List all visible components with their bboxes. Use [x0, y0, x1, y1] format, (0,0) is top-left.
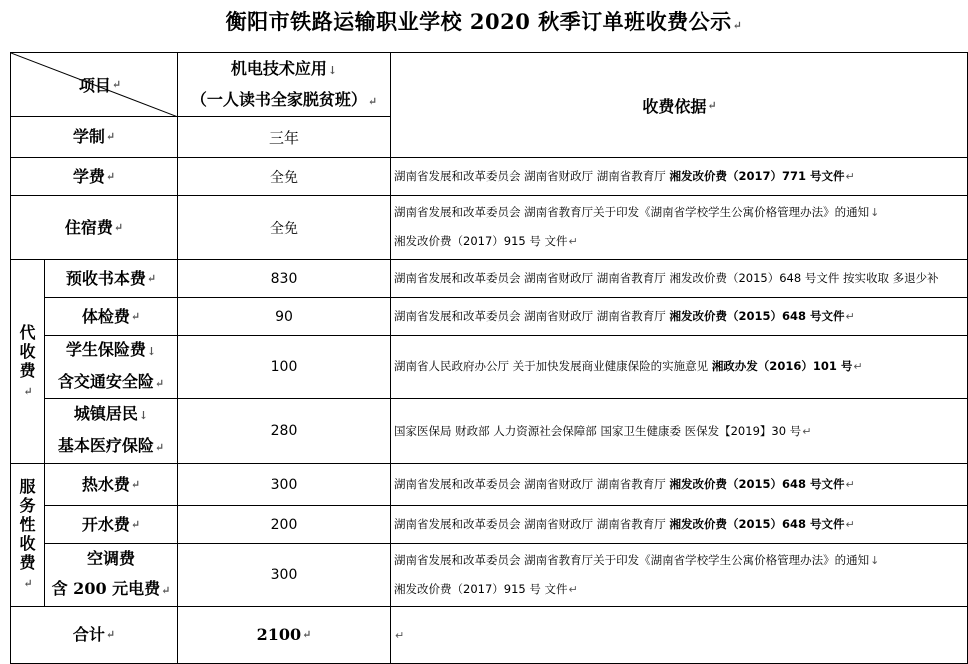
- fee-amount-student-insurance: 100: [270, 359, 298, 375]
- fee-name-medical-exam: 体检费 ↵: [81, 306, 141, 326]
- group-agency-label: 代收费↵: [19, 322, 36, 398]
- fee-name-books: 预收书本费 ↵: [65, 268, 157, 288]
- fee-amount-medical-exam: 90: [275, 308, 293, 325]
- group-service-label: 服务性收费↵: [19, 477, 36, 590]
- duration-label: 学制 ↵: [72, 127, 116, 146]
- fee-name-accommodation: 住宿费 ↵: [64, 217, 124, 237]
- fee-name-boiled-water: 开水费 ↵: [81, 514, 141, 534]
- item-header: 项目 ↵: [78, 75, 122, 95]
- fee-amount-accommodation: 全免: [270, 220, 298, 237]
- fee-amount-books: 830: [270, 270, 298, 287]
- fee-name-hot-water: 热水费 ↵: [81, 474, 141, 494]
- fee-basis-books: 湖南省发展和改革委员会 湖南省财政厅 湖南省教育厅 湘发改价费（2015）648 号文件 按实收取 多退少补: [394, 271, 939, 285]
- fee-basis-medical-insurance: 国家医保局 财政部 人力资源社会保障部 国家卫生健康委 医保发【2019】30 号↵: [394, 424, 812, 438]
- total-basis-empty: ↵: [395, 629, 405, 642]
- fee-name-medical-insurance: 城镇居民↓ 基本医疗保险↵: [57, 404, 165, 455]
- fee-basis-accommodation: 湖南省发展和改革委员会 湖南省教育厅关于印发《湖南省学校学生公寓价格管理办法》的通知↓ 湘发改价费（2017）915 号 文件↵: [394, 205, 880, 248]
- fee-amount-medical-insurance: 280: [270, 423, 298, 439]
- total-label: 合计 ↵: [72, 625, 116, 644]
- fee-name-tuition: 学费 ↵: [72, 166, 116, 186]
- fee-basis-medical-exam: 湖南省发展和改革委员会 湖南省财政厅 湖南省教育厅 湘发改价费（2015）648 号文件↵: [394, 309, 855, 323]
- fee-amount-air-conditioning: 300: [270, 567, 298, 583]
- fee-basis-tuition: 湖南省发展和改革委员会 湖南省财政厅 湖南省教育厅 湘发改价费（2017）771 号文件↵: [394, 169, 855, 183]
- fee-name-student-insurance: 学生保险费↓ 含交通安全险↵: [57, 340, 165, 391]
- total-value: 2100 ↵: [256, 625, 312, 644]
- fee-name-air-conditioning: 空调费 含 200 元电费↵: [51, 549, 171, 598]
- fee-basis-student-insurance: 湖南省人民政府办公厅 关于加快发展商业健康保险的实施意见 湘政办发（2016）101 号↵: [394, 359, 863, 373]
- fee-basis-air-conditioning: 湖南省发展和改革委员会 湖南省教育厅关于印发《湖南省学校学生公寓价格管理办法》的通知↓ 湘发改价费（2017）915 号 文件↵: [394, 553, 880, 596]
- fee-basis-boiled-water: 湖南省发展和改革委员会 湖南省财政厅 湖南省教育厅 湘发改价费（2015）648 号文件↵: [394, 517, 855, 531]
- basis-header: 收费依据 ↵: [642, 96, 717, 116]
- fee-amount-hot-water: 300: [270, 476, 298, 493]
- fee-amount-boiled-water: 200: [270, 516, 298, 533]
- document-title: 衡阳市铁路运输职业学校 2020 秋季订单班收费公示↵: [225, 9, 743, 34]
- duration-value: 三年: [268, 128, 299, 147]
- program-header: 机电技术应用↓ （一人读书全家脱贫班）↵: [190, 59, 378, 109]
- fee-basis-hot-water: 湖南省发展和改革委员会 湖南省财政厅 湖南省教育厅 湘发改价费（2015）648 号文件↵: [394, 477, 855, 491]
- fee-amount-tuition: 全免: [270, 169, 298, 186]
